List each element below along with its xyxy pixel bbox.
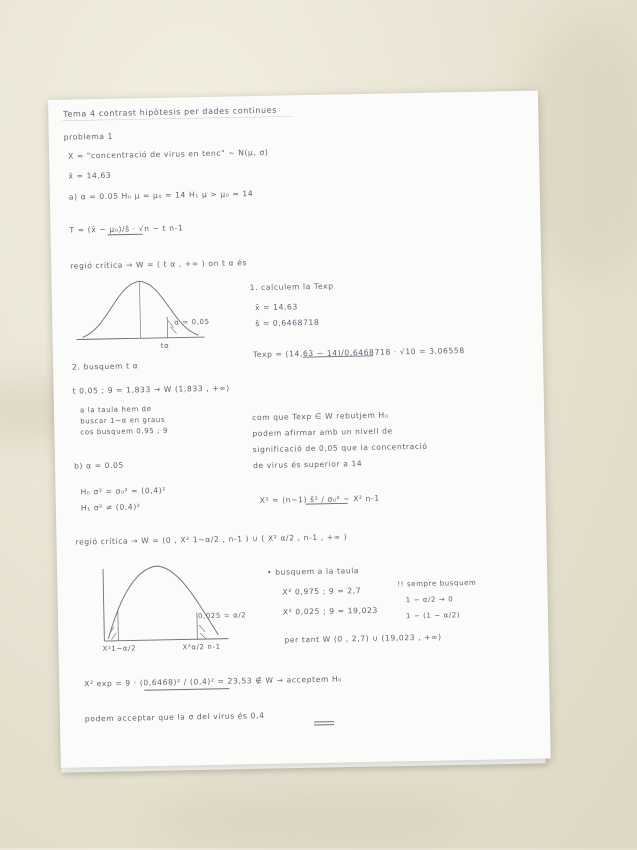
conclusion-a-2: podem afirmar amb un nivell de [252, 426, 392, 438]
side-note-2: 1 − α/2 → 0 [406, 595, 454, 604]
conclusion-a-1: com que Texp ∈ W rebutjem H₀ [252, 411, 388, 423]
alpha-label-2: 0,025 = α/2 [198, 611, 247, 620]
table-note-2: buscar 1−α en graus [80, 416, 165, 426]
t-table-value: t 0,05 ; 9 = 1,833 → W (1,833 , +∞) [73, 384, 230, 396]
chi-statistic: X² = (n−1) ŝ² / σ₀² ~ X² n-1 [260, 494, 380, 505]
conclusion-a-3: significació de 0,05 que la concentració [253, 442, 428, 454]
table-note-1: a la taula hem de [80, 405, 152, 414]
chi-upper-value: X² 0,025 ; 9 = 19,023 [283, 606, 378, 617]
cloth-fold [150, 790, 470, 850]
test-statistic-t: T = (x̄ − μ₀)/ŝ · √n ~ t n-1 [69, 223, 183, 234]
chi-y-axis [103, 569, 104, 641]
t-alpha-label: tα [161, 342, 170, 350]
chi-lower-value: X² 0,975 ; 9 = 2,7 [282, 586, 361, 597]
conclusion-a-4: de virus és superior a 14 [253, 459, 362, 470]
notes-sheet [48, 91, 551, 768]
chi-right-quantile-label: X²α/2 n-1 [182, 643, 220, 652]
variable-definition: X = "concentració de virus en tenc" ~ N(μ, σ) [68, 148, 269, 161]
side-note-1: !! sempre busquem [397, 579, 476, 589]
side-note-3: 1 − (1 − α/2) [406, 611, 460, 620]
alpha-b: b) α = 0.05 [74, 461, 124, 471]
final-conclusion: podem acceptar que la σ del virus és 0,4 [85, 711, 265, 723]
table-lookup-heading: • busquem a la taula [267, 566, 359, 577]
texp-mean: x̄ = 14,63 [255, 302, 298, 312]
texp-value: Texp = (14,63 − 14)/0,6468718 · √10 = 3,06558 [253, 346, 465, 359]
h0-b: H₀ σ² = σ₀² = (0,4)² [80, 486, 166, 497]
critical-region-b-values: per tant W (0 , 2,7) ∪ (19,023 , +∞) [284, 633, 441, 645]
hypotheses-a: a) α = 0.05 H₀ μ = μ₀ = 14 H₁ μ > μ₀ = 14 [69, 189, 254, 202]
h1-b: H₁ σ² ≠ (0,4)² [81, 502, 141, 512]
critical-region-a: regió crítica → W = ( t α , +∞ ) on t α és [70, 258, 247, 270]
chi-exp-result: X² exp = 9 · (0,6468)² / (0,4)² = 23,53 ∉ W → acceptem H₀ [84, 674, 342, 688]
step-texp-heading: 1. calculem la Texp [250, 282, 334, 293]
chi-left-quantile-label: X²1−α/2 [102, 644, 136, 653]
chi-x-axis [104, 639, 228, 641]
problem-heading: problema 1 [64, 132, 113, 142]
alpha-label-1: α = 0,05 [174, 318, 209, 327]
critical-region-b: regió crítica → W = (0 , X² 1−α/2 , n-1 ) ∪ ( X² α/2 , n-1 , +∞ ) [75, 532, 347, 546]
sheet-title: Tema 4 contrast hipòtesis per dades continues [63, 106, 277, 119]
sample-mean: x̄ = 14,63 [68, 171, 111, 181]
texp-sd: ŝ = 0,6468718 [255, 318, 319, 328]
table-note-3: cos busquem 0,95 ; 9 [80, 427, 168, 437]
handwritten-drawings [48, 91, 551, 768]
step-t-alpha: 2. busquem t α [72, 361, 138, 371]
